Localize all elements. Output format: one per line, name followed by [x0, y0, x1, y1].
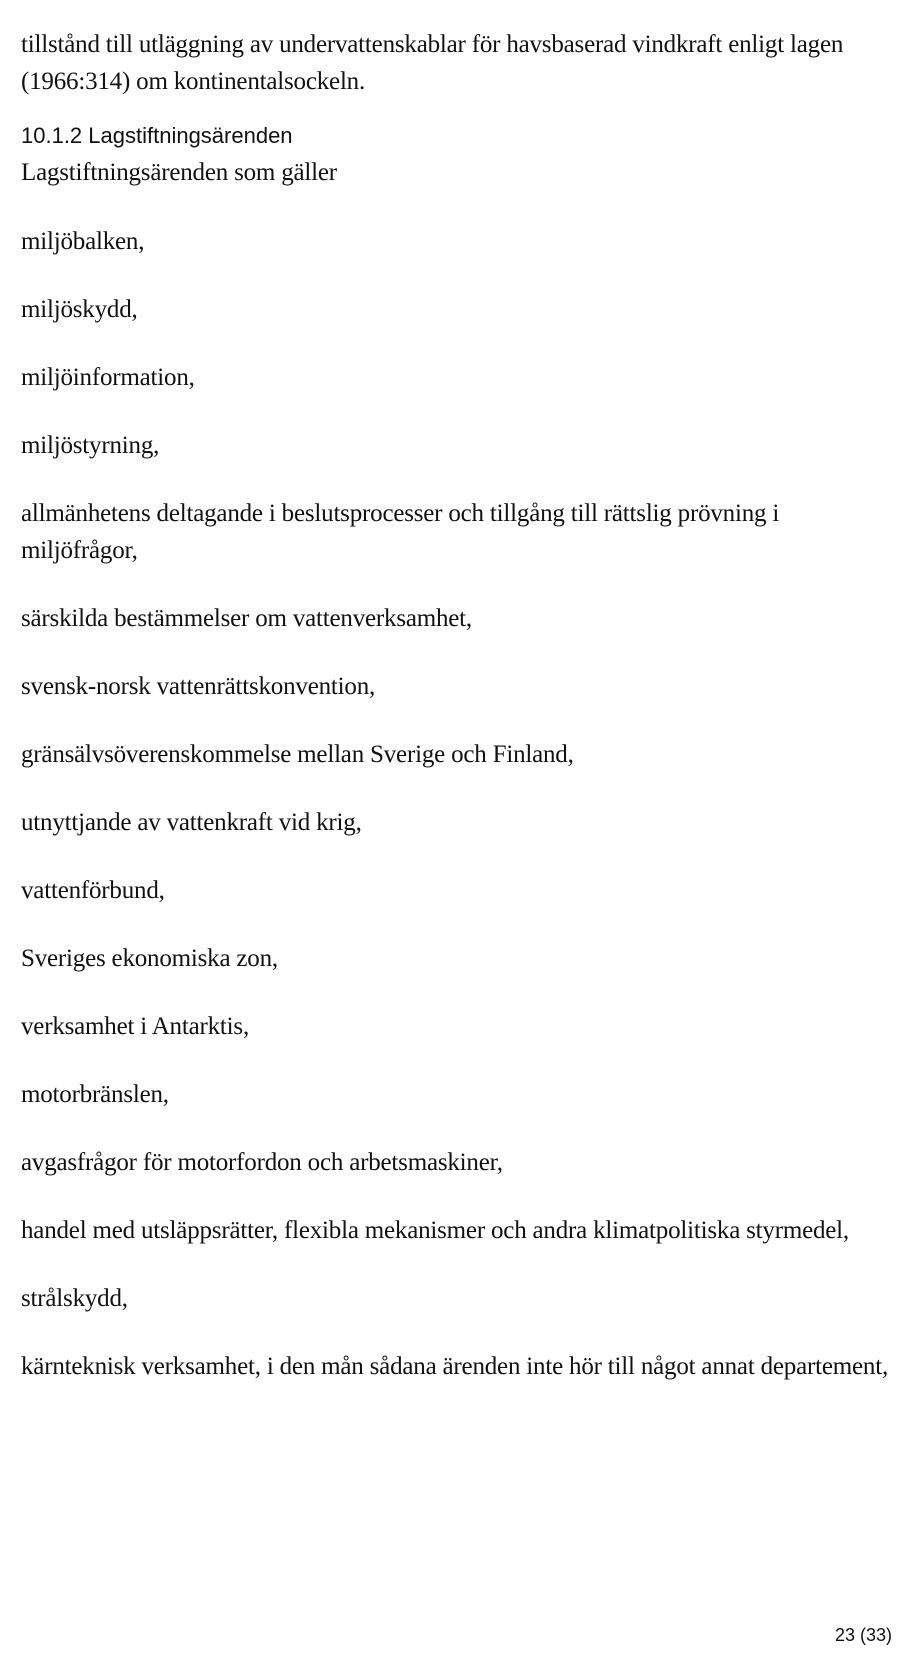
section-heading: 10.1.2 Lagstiftningsärenden: [21, 123, 293, 148]
list-item: vattenförbund,: [21, 877, 165, 904]
list-item: miljöskydd,: [21, 296, 138, 323]
page-number: 23 (33): [834, 1625, 892, 1645]
list-item: gränsälvsöverenskommelse mellan Sverige och Finland,: [21, 741, 574, 768]
document-page: [21, 26, 891, 1416]
list-item: miljöstyrning,: [21, 432, 160, 459]
list-item: Sveriges ekonomiska zon,: [21, 945, 278, 972]
list-item: motorbränslen,: [21, 1081, 169, 1108]
legislation-list: [21, 223, 891, 1385]
list-item: verksamhet i Antarktis,: [21, 1013, 249, 1040]
list-item: miljöinformation,: [21, 364, 195, 391]
list-item: handel med utsläppsrätter, flexibla mekanismer och andra klimatpolitiska styrmedel,: [21, 1217, 849, 1244]
list-item: utnyttjande av vattenkraft vid krig,: [21, 809, 362, 836]
list-item: strålskydd,: [21, 1285, 128, 1312]
list-item: särskilda bestämmelser om vattenverksamhet,: [21, 605, 472, 632]
intro-paragraph: tillstånd till utläggning av undervattenskablar för havsbaserad vindkraft enligt lagen (1966:314) om kontinentalsockeln.: [21, 31, 844, 95]
list-item: allmänhetens deltagande i beslutsprocesser och tillgång till rättslig prövning i miljöfrågor,: [21, 500, 780, 564]
list-item: avgasfrågor för motorfordon och arbetsmaskiner,: [21, 1149, 503, 1176]
section-lead: Lagstiftningsärenden som gäller: [21, 159, 337, 186]
list-item: miljöbalken,: [21, 228, 145, 255]
list-item: kärnteknisk verksamhet, i den mån sådana ärenden inte hör till något annat departement,: [21, 1353, 889, 1380]
list-item: svensk-norsk vattenrättskonvention,: [21, 673, 376, 700]
